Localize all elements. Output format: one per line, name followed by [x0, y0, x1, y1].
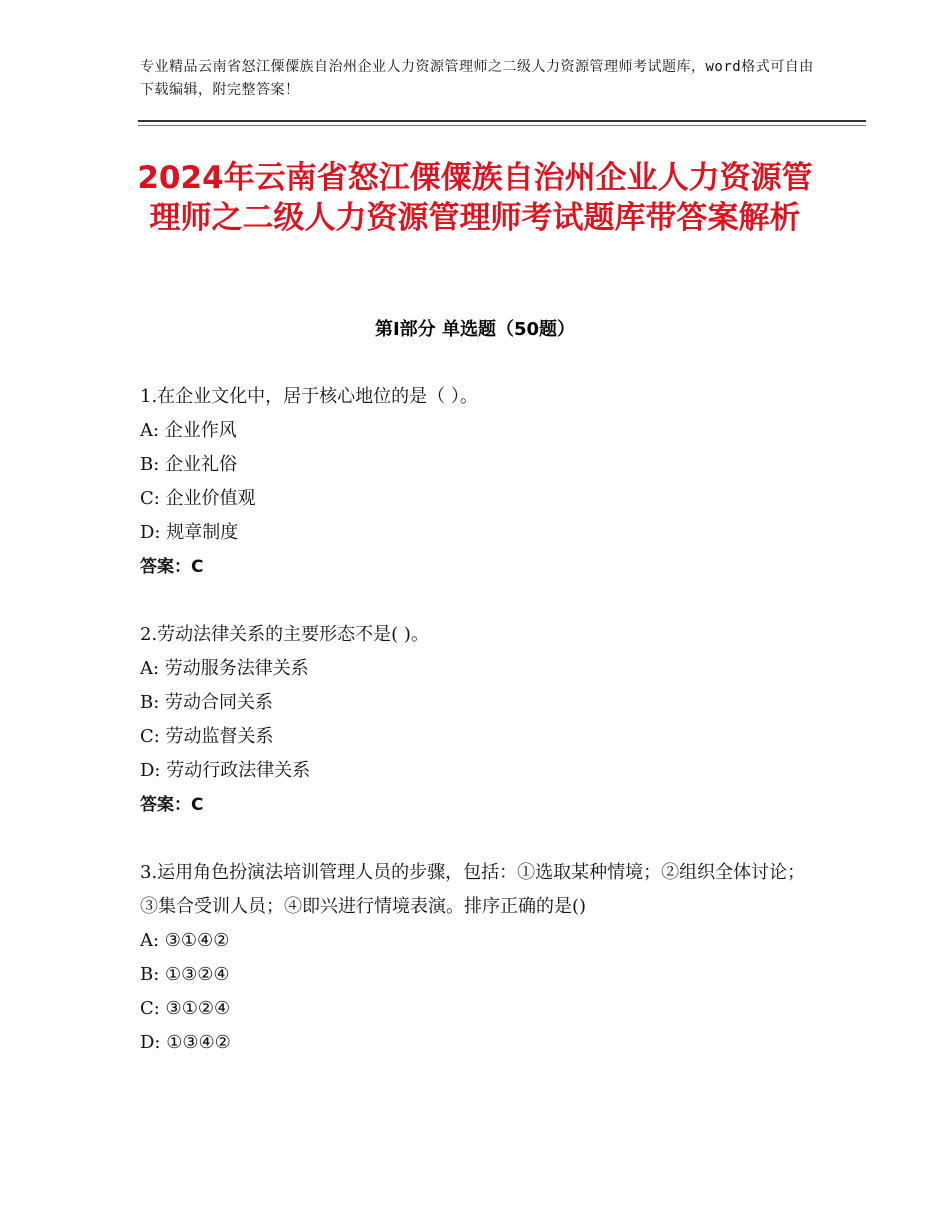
option-a: A: ③①④②	[140, 930, 230, 951]
option-a: A: 企业作风	[140, 420, 237, 441]
question-stem: 3.运用角色扮演法培训管理人员的步骤，包括：①选取某种情境；②组织全体讨论；③集合受训人员；④即兴进行情境表演。排序正确的是()	[140, 862, 806, 917]
answer-line: 答案：C	[140, 557, 204, 577]
option-d: D: 规章制度	[140, 522, 239, 543]
option-c: C: ③①②④	[140, 998, 231, 1019]
option-a: A: 劳动服务法律关系	[140, 658, 309, 679]
option-b: B: ①③②④	[140, 964, 230, 985]
question-stem: 2.劳动法律关系的主要形态不是( )。	[140, 624, 429, 645]
answer-line: 答案：C	[140, 795, 204, 815]
header-divider-thin	[138, 125, 866, 126]
question-list	[140, 380, 820, 1094]
document-title: 2024年云南省怒江傈僳族自治州企业人力资源管理师之二级人力资源管理师考试题库带答案解析	[137, 160, 813, 236]
question-2	[140, 618, 820, 822]
section-title: 第Ⅰ部分 单选题（50题）	[374, 319, 575, 340]
option-d: D: 劳动行政法律关系	[140, 760, 311, 781]
option-c: C: 企业价值观	[140, 488, 256, 509]
option-b: B: 企业礼俗	[140, 454, 238, 475]
question-3	[140, 856, 820, 1060]
question-stem: 1.在企业文化中，居于核心地位的是（ ）。	[140, 386, 478, 407]
header-divider-thick	[138, 120, 866, 122]
option-b: B: 劳动合同关系	[140, 692, 274, 713]
question-1	[140, 380, 820, 584]
option-c: C: 劳动监督关系	[140, 726, 274, 747]
option-d: D: ①③④②	[140, 1032, 231, 1053]
header-note: 专业精品云南省怒江傈僳族自治州企业人力资源管理师之二级人力资源管理师考试题库，word格式可自由下载编辑，附完整答案！	[140, 59, 814, 98]
